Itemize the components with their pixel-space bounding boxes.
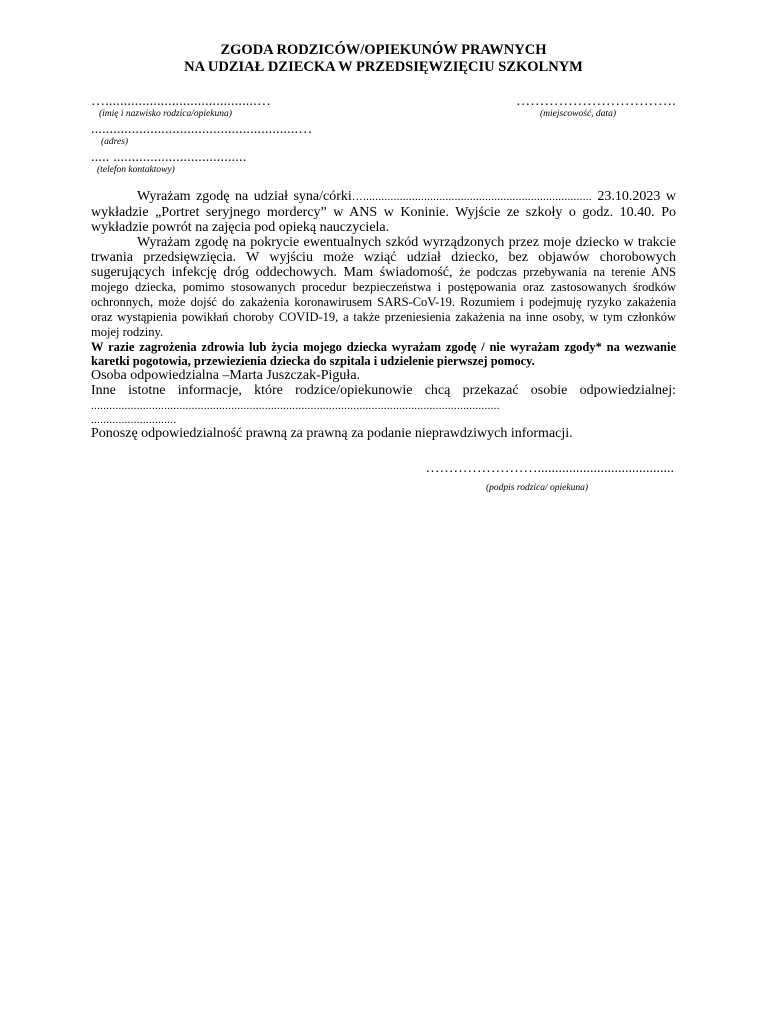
address-field[interactable]: ........................................................… (91, 122, 313, 137)
consent-participation-text: Wyrażam zgodę na udział syna/córki (137, 189, 352, 204)
additional-info-field-line-2[interactable]: ............................ (91, 414, 177, 426)
additional-info-label: Inne istotne informacje, które rodzice/opiekunowie chcą przekazać osobie odpowiedzialnej: (91, 383, 676, 398)
liability-statement: Ponoszę odpowiedzialność prawną za prawną za podanie nieprawdziwych informacji. (91, 426, 573, 441)
parent-name-caption: (imię i nazwisko rodzica/opiekuna) (99, 109, 232, 119)
additional-info-paragraph (91, 383, 676, 414)
damages-consent-text: Wyrażam zgodę na pokrycie ewentualnych szkód wyrządzonych przez moje dziecko w trakcie trwania przedsięwzięcia. W wyjściu może wziąć udział dziecko, bez objawów chorobowych sugerujących infekcję dróg oddechowych. Mam świadomość, (91, 235, 676, 280)
place-date-caption: (miejscowość, data) (540, 109, 616, 119)
covid-risk-text: że podczas przebywania na terenie ANS mojego dziecka, pomimo stosowanych procedur bezpieczeństwa i postępowania oraz zastosowanych środków ochronnych, może dojść do zakażenia koronawirusem SARS-CoV-19. Rozumiem i podejmuję ryzyko zakażenia oraz wystąpienia powikłań choroby COVID-19, a także przeniesienia zakażenia na inne osoby, w tym członków mojej rodziny. (91, 265, 677, 339)
title-line-2: NA UDZIAŁ DZIECKA W PRZEDSIĘWZIĘCIU SZKOLNYM (184, 59, 583, 75)
header-fields (91, 95, 676, 177)
event-details-text: 23.10.2023 w wykładzie „Portret seryjnego mordercy” w ANS w Koninie. Wyjście ze szkoły o godz. 10.40. Po wykładzie powrót na zajęcia pod opieką nauczyciela. (91, 189, 676, 235)
consent-paragraph-1 (91, 189, 676, 235)
consent-form-page (91, 42, 676, 441)
address-caption: (adres) (101, 137, 129, 147)
additional-info-field[interactable]: ...................................................................................................................................... (91, 400, 500, 412)
consent-paragraph-2 (91, 235, 676, 340)
signature-field[interactable]: ……………………....................................... (425, 461, 674, 476)
child-name-field[interactable]: …........................................................................... (351, 191, 592, 203)
document-title (91, 42, 676, 76)
signature-block (91, 462, 676, 502)
signature-caption: (podpis rodzica/ opiekuna) (486, 483, 589, 493)
responsible-person: Osoba odpowiedzialna –Marta Juszczak-Piguła. (91, 368, 361, 383)
place-date-field[interactable]: ……………………………. (516, 94, 676, 109)
parent-name-field[interactable]: ….........................................… (91, 94, 272, 109)
phone-field[interactable]: ..... .................................... (91, 150, 247, 165)
phone-caption: (telefon kontaktowy) (97, 165, 175, 175)
title-line-1: ZGODA RODZICÓW/OPIEKUNÓW PRAWNYCH (220, 42, 547, 58)
consent-body (91, 189, 676, 441)
emergency-consent-paragraph: W razie zagrożenia zdrowia lub życia mojego dziecka wyrażam zgodę / nie wyrażam zgody* na wezwanie karetki pogotowia, przewiezienia dziecka do szpitala i udzielenie pierwszej pomocy. (91, 340, 676, 368)
